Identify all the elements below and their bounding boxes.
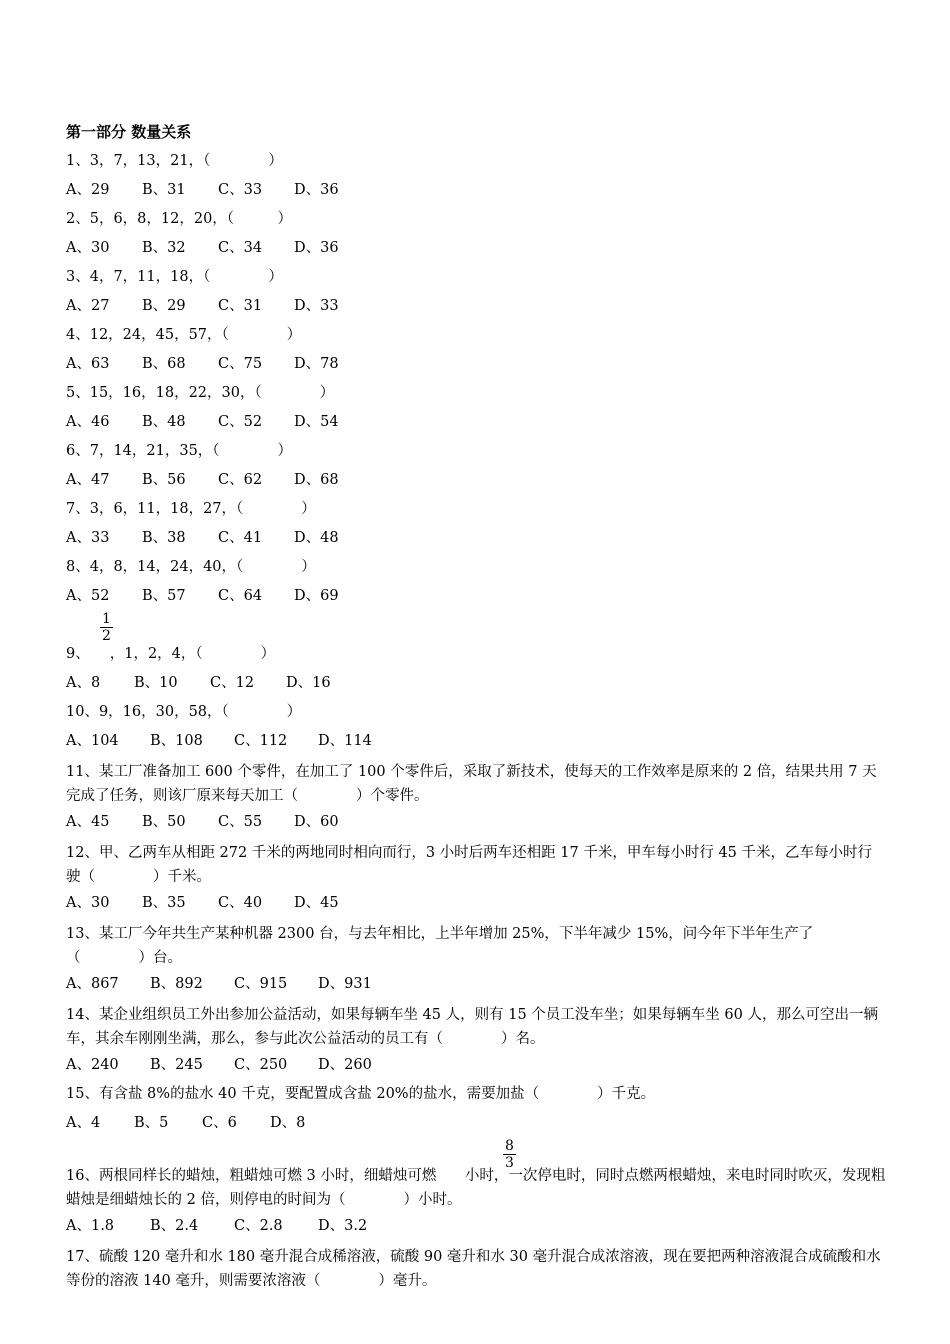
option-a: A、867: [66, 976, 119, 992]
option-b: B、38: [142, 530, 186, 546]
option-c: C、31: [218, 298, 263, 314]
question-17-stem: 17、硫酸 120 毫升和水 180 毫升混合成稀溶液，硫酸 90 毫升和水 30 毫升混合成浓溶液，现在要把两种溶液混合成硫酸和水等份的溶液 140 毫升，则需要浓溶液（ ）毫升。: [66, 1249, 881, 1289]
option-c: C、41: [218, 530, 263, 546]
fraction-denominator: 2: [102, 628, 111, 644]
option-a: A、33: [66, 530, 110, 546]
option-b: B、245: [150, 1057, 203, 1073]
option-c: C、915: [234, 976, 288, 992]
option-d: D、16: [286, 675, 331, 691]
fraction-denominator: 3: [505, 1155, 514, 1171]
option-b: B、56: [142, 472, 186, 488]
question-8-stem: 8、4，8，14，24，40，（ ）: [66, 559, 316, 575]
question-14-options: [66, 1051, 886, 1080]
question-12-stem: 12、甲、乙两车从相距 272 千米的两地同时相向而行，3 小时后两车还相距 17 千米，甲车每小时行 45 千米，乙车每小时行驶（ ）千米。: [66, 845, 873, 885]
option-b: B、2.4: [150, 1218, 199, 1234]
question-5-options: [66, 408, 886, 437]
question-8-options: [66, 582, 886, 611]
question-9-rest: ，1，2，4，（ ）: [109, 646, 276, 662]
option-b: B、35: [142, 895, 186, 911]
question-16-stem: [66, 1138, 886, 1212]
option-c: C、12: [210, 675, 255, 691]
option-a: A、52: [66, 588, 110, 604]
question-1-stem: 1、3，7，13，21，（ ）: [66, 153, 283, 169]
option-a: A、47: [66, 472, 110, 488]
option-c: C、6: [202, 1115, 237, 1131]
option-b: B、10: [134, 675, 178, 691]
option-d: D、36: [294, 182, 339, 198]
question-9-options: [66, 669, 886, 698]
option-a: A、46: [66, 414, 110, 430]
question-9-prefix: 9、: [66, 646, 90, 662]
option-b: B、892: [150, 976, 203, 992]
option-d: D、36: [294, 240, 339, 256]
question-16-options: [66, 1212, 886, 1241]
option-d: D、48: [294, 530, 339, 546]
option-c: C、62: [218, 472, 263, 488]
question-1-options: [66, 176, 886, 205]
question-13-stem: 13、某工厂今年共生产某种机器 2300 台，与去年相比，上半年增加 25%，下半年减少 15%，问今年下半年生产了（ ）台。: [66, 926, 814, 966]
option-b: B、31: [142, 182, 186, 198]
question-16-text-b: 小时，一次停电时，同时点燃两根蜡烛，来电时同时吹灭，发现粗蜡烛是细蜡烛长的 2 倍，则停电的时间为（ ）小时。: [66, 1168, 886, 1208]
option-a: A、1.8: [66, 1218, 115, 1234]
question-6-options: [66, 466, 886, 495]
option-d: D、45: [294, 895, 339, 911]
question-11-stem: 11、某工厂准备加工 600 个零件，在加工了 100 个零件后，采取了新技术，使每天的工作效率是原来的 2 倍，结果共用 7 天完成了任务，则该厂原来每天加工（ ）个零件。: [66, 764, 877, 804]
option-d: D、33: [294, 298, 339, 314]
option-d: D、3.2: [318, 1218, 368, 1234]
option-b: B、29: [142, 298, 186, 314]
question-2-stem: 2、5，6，8，12，20，（ ）: [66, 211, 293, 227]
option-c: C、64: [218, 588, 263, 604]
option-a: A、4: [66, 1115, 101, 1131]
option-c: C、250: [234, 1057, 288, 1073]
question-10-stem: 10、9，16，30，58，（ ）: [66, 704, 302, 720]
option-b: B、5: [134, 1115, 169, 1131]
question-4-options: [66, 350, 886, 379]
option-b: B、108: [150, 733, 203, 749]
question-7-options: [66, 524, 886, 553]
option-c: C、75: [218, 356, 263, 372]
question-10-options: [66, 727, 886, 756]
option-a: A、45: [66, 814, 110, 830]
option-c: C、112: [234, 733, 288, 749]
option-d: D、68: [294, 472, 339, 488]
option-a: A、8: [66, 675, 101, 691]
option-d: D、69: [294, 588, 339, 604]
question-14-stem: 14、某企业组织员工外出参加公益活动，如果每辆车坐 45 人，则有 15 个员工没车坐；如果每辆车坐 60 人，那么可空出一辆车，其余车刚刚坐满，那么，参与此次公益活动的员工有（ ）名。: [66, 1007, 878, 1047]
question-11-options: [66, 808, 886, 837]
option-a: A、30: [66, 240, 110, 256]
option-b: B、48: [142, 414, 186, 430]
option-a: A、30: [66, 895, 110, 911]
question-6-stem: 6、7，14，21，35，（ ）: [66, 443, 293, 459]
option-d: D、931: [318, 976, 372, 992]
option-c: C、55: [218, 814, 263, 830]
option-c: C、2.8: [234, 1218, 283, 1234]
option-c: C、52: [218, 414, 263, 430]
question-7-stem: 7、3，6，11，18，27，（ ）: [66, 501, 316, 517]
option-a: A、29: [66, 182, 110, 198]
fraction-numerator: 8: [505, 1138, 514, 1154]
option-a: A、104: [66, 733, 119, 749]
option-c: C、33: [218, 182, 263, 198]
fraction-eight-thirds: [503, 1138, 516, 1171]
option-a: A、240: [66, 1057, 119, 1073]
question-15-stem: 15、有含盐 8%的盐水 40 千克，要配置成含盐 20%的盐水，需要加盐（ ）千克。: [66, 1086, 656, 1102]
document-page: [66, 118, 886, 1293]
option-d: D、260: [318, 1057, 372, 1073]
question-9-stem: [66, 611, 886, 669]
question-12-options: [66, 889, 886, 918]
question-2-options: [66, 234, 886, 263]
option-b: B、32: [142, 240, 186, 256]
question-3-stem: 3、4，7，11，18，（ ）: [66, 269, 283, 285]
option-d: D、78: [294, 356, 339, 372]
option-b: B、50: [142, 814, 186, 830]
question-4-stem: 4、12，24，45，57，（ ）: [66, 327, 302, 343]
option-d: D、54: [294, 414, 339, 430]
option-a: A、63: [66, 356, 110, 372]
question-16-text-a: 16、两根同样长的蜡烛，粗蜡烛可燃 3 小时，细蜡烛可燃: [66, 1168, 451, 1184]
option-c: C、40: [218, 895, 263, 911]
question-13-options: [66, 970, 886, 999]
section-title: 第一部分 数量关系: [66, 123, 192, 141]
option-d: D、60: [294, 814, 339, 830]
question-5-stem: 5、15，16，18，22，30，（ ）: [66, 385, 335, 401]
option-b: B、57: [142, 588, 186, 604]
question-3-options: [66, 292, 886, 321]
fraction-numerator: 1: [102, 611, 111, 627]
option-c: C、34: [218, 240, 263, 256]
option-d: D、114: [318, 733, 372, 749]
option-b: B、68: [142, 356, 186, 372]
option-a: A、27: [66, 298, 110, 314]
option-d: D、8: [270, 1115, 306, 1131]
question-15-options: [66, 1109, 886, 1138]
